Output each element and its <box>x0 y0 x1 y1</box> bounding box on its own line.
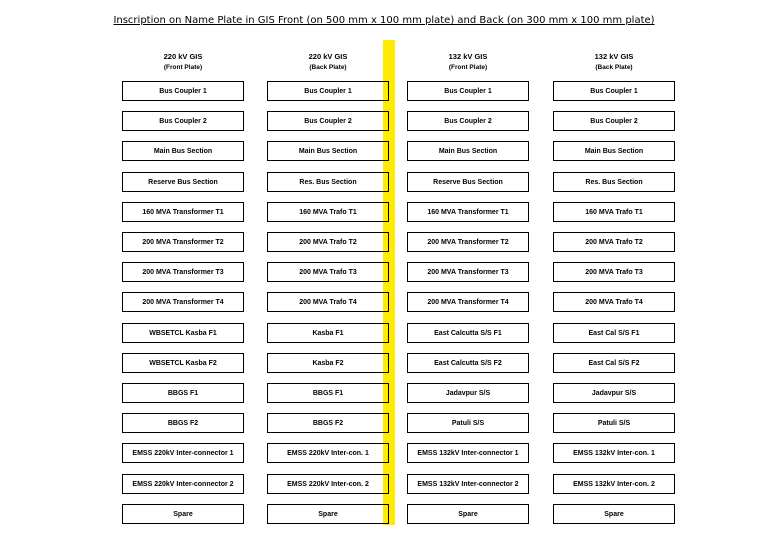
name-plate: 200 MVA Transformer T2 <box>122 232 244 252</box>
name-plate: Res. Bus Section <box>267 172 389 192</box>
name-plate: 200 MVA Transformer T4 <box>122 292 244 312</box>
name-plate: EMSS 132kV Inter-con. 1 <box>553 443 675 463</box>
name-plate: Bus Coupler 1 <box>122 81 244 101</box>
name-plate: 160 MVA Trafo T1 <box>553 202 675 222</box>
column-title: 132 kV GIS <box>448 52 488 61</box>
name-plate: Bus Coupler 1 <box>407 81 529 101</box>
name-plate: EMSS 220kV Inter-connector 1 <box>122 443 244 463</box>
name-plate: EMSS 220kV Inter-con. 2 <box>267 474 389 494</box>
name-plate: BBGS F1 <box>122 383 244 403</box>
name-plate: Bus Coupler 1 <box>267 81 389 101</box>
name-plate: Bus Coupler 2 <box>267 111 389 131</box>
name-plate: East Calcutta S/S F1 <box>407 323 529 343</box>
name-plate: 200 MVA Trafo T2 <box>267 232 389 252</box>
column-subtitle: (Front Plate) <box>448 64 488 71</box>
document-title: Inscription on Name Plate in GIS Front (on 500 mm x 100 mm plate) and Back (on 300 mm x 100 mm plate) <box>113 15 655 26</box>
column-title: 220 kV GIS <box>308 52 348 61</box>
name-plate: Spare <box>122 504 244 524</box>
name-plate: EMSS 220kV Inter-connector 2 <box>122 474 244 494</box>
name-plate: Main Bus Section <box>267 141 389 161</box>
name-plate: 200 MVA Transformer T3 <box>122 262 244 282</box>
name-plate: Kasba F1 <box>267 323 389 343</box>
name-plate: Spare <box>407 504 529 524</box>
column-heading <box>406 51 530 73</box>
name-plate: Main Bus Section <box>553 141 675 161</box>
name-plate: EMSS 220kV Inter-con. 1 <box>267 443 389 463</box>
name-plate: 200 MVA Trafo T3 <box>267 262 389 282</box>
name-plate: Patuli S/S <box>553 413 675 433</box>
name-plate: Spare <box>267 504 389 524</box>
name-plate: 200 MVA Trafo T4 <box>553 292 675 312</box>
name-plate: BBGS F1 <box>267 383 389 403</box>
name-plate: Bus Coupler 2 <box>553 111 675 131</box>
name-plate: 200 MVA Trafo T4 <box>267 292 389 312</box>
column-subtitle: (Back Plate) <box>595 64 633 71</box>
name-plate: Jadavpur S/S <box>407 383 529 403</box>
column-subtitle: (Front Plate) <box>163 64 203 71</box>
name-plate: Patuli S/S <box>407 413 529 433</box>
name-plate: Bus Coupler 1 <box>553 81 675 101</box>
name-plate: 160 MVA Trafo T1 <box>267 202 389 222</box>
name-plate: Kasba F2 <box>267 353 389 373</box>
name-plate: 200 MVA Trafo T3 <box>553 262 675 282</box>
name-plate: EMSS 132kV Inter-con. 2 <box>553 474 675 494</box>
name-plate: WBSETCL Kasba F1 <box>122 323 244 343</box>
name-plate: East Calcutta S/S F2 <box>407 353 529 373</box>
name-plate: 160 MVA Transformer T1 <box>122 202 244 222</box>
name-plate: Spare <box>553 504 675 524</box>
name-plate: 200 MVA Transformer T3 <box>407 262 529 282</box>
name-plate: Main Bus Section <box>407 141 529 161</box>
column-title: 132 kV GIS <box>594 52 634 61</box>
column-heading <box>552 51 676 73</box>
name-plate: Jadavpur S/S <box>553 383 675 403</box>
name-plate: East Cal S/S F2 <box>553 353 675 373</box>
name-plate: WBSETCL Kasba F2 <box>122 353 244 373</box>
name-plate: 200 MVA Transformer T2 <box>407 232 529 252</box>
column-title: 220 kV GIS <box>163 52 203 61</box>
name-plate: Bus Coupler 2 <box>407 111 529 131</box>
name-plate: East Cal S/S F1 <box>553 323 675 343</box>
name-plate: EMSS 132kV Inter-connector 2 <box>407 474 529 494</box>
name-plate: BBGS F2 <box>267 413 389 433</box>
name-plate: Res. Bus Section <box>553 172 675 192</box>
column-heading <box>266 51 390 73</box>
name-plate: EMSS 132kV Inter-connector 1 <box>407 443 529 463</box>
name-plate: Reserve Bus Section <box>122 172 244 192</box>
column-subtitle: (Back Plate) <box>309 64 347 71</box>
name-plate: 200 MVA Trafo T2 <box>553 232 675 252</box>
name-plate: 200 MVA Transformer T4 <box>407 292 529 312</box>
name-plate: Main Bus Section <box>122 141 244 161</box>
name-plate: 160 MVA Transformer T1 <box>407 202 529 222</box>
name-plate: BBGS F2 <box>122 413 244 433</box>
column-heading <box>121 51 245 73</box>
name-plate: Reserve Bus Section <box>407 172 529 192</box>
name-plate: Bus Coupler 2 <box>122 111 244 131</box>
